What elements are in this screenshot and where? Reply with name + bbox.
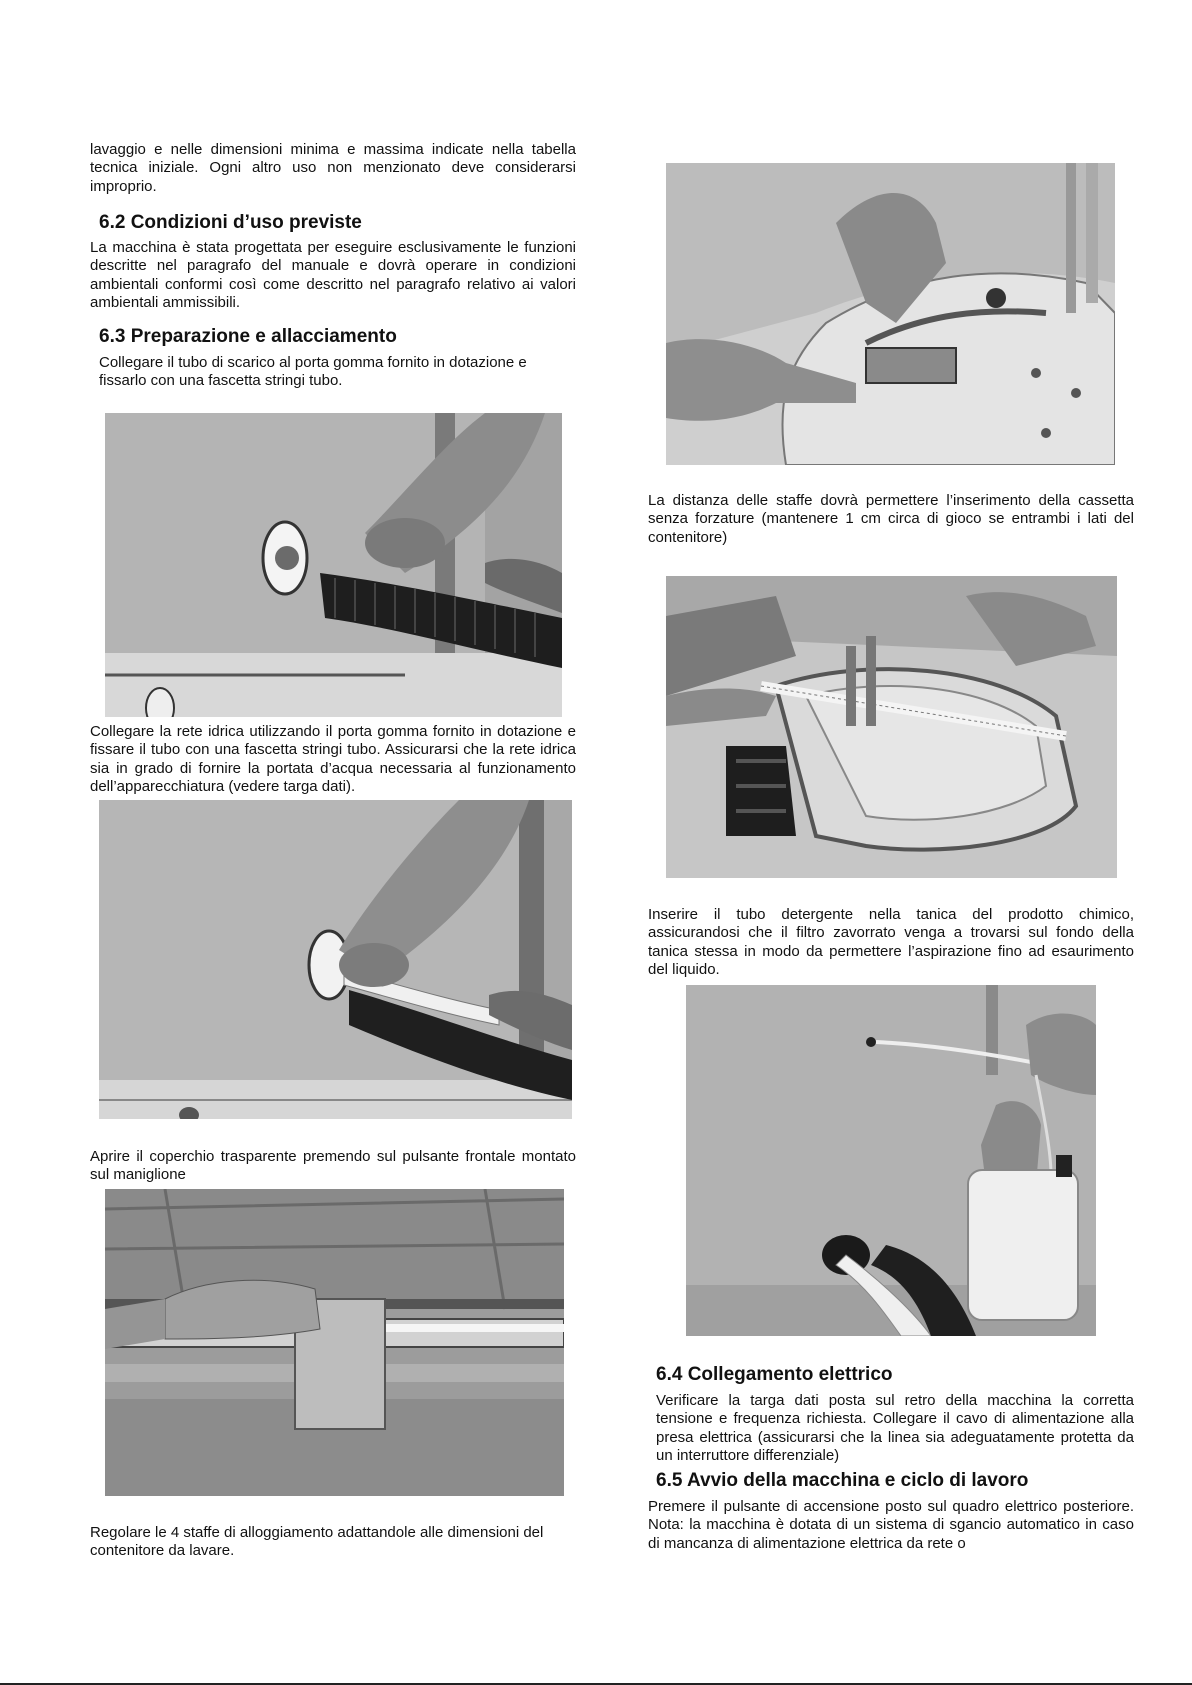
photo-drain-hose [105,413,562,717]
section-6-2-paragraph: La macchina è stata progettata per eseguire esclusivamente le funzioni descritte nel paragrafo del manuale e dovrà operare in condizioni ambientali conformi così come descritto nel paragrafo relativo ai valori ambientali ammissibili. [90,239,576,312]
photo-lid-handle [105,1189,564,1496]
water-supply-paragraph: Collegare la rete idrica utilizzando il porta gomma fornito in dotazione e fissare il tubo con una fascetta stringi tubo. Assicurarsi che la rete idrica sia in grado di fornire la portata d’acqua necessaria al funzionamento dell’apparecchiatura (vedere targa dati). [90,723,576,796]
section-6-3-heading: 6.3 Preparazione e allacciamento [99,326,397,347]
section-6-4-paragraph: Verificare la targa dati posta sul retro della macchina la corretta tensione e frequenza richiesta. Collegare il cavo di alimentazione alla presa elettrica (assicurarsi che la linea sia adeguatamente protetta da un interruttore differenziale) [656,1392,1134,1465]
adjust-brackets-paragraph: Regolare le 4 staffe di alloggiamento adattandole alle dimensioni del contenitore da lavare. [90,1524,544,1560]
intro-paragraph: lavaggio e nelle dimensioni minima e massima indicate nella tabella tecnica iniziale. Ogni altro uso non menzionato deve considerarsi improprio. [90,141,576,195]
section-6-5-paragraph: Premere il pulsante di accensione posto sul quadro elettrico posteriore. Nota: la macchina è dotata di un sistema di sgancio automatico in caso di mancanza di alimentazione elettrica da rete o [648,1498,1134,1552]
photo-detergent-canister [686,985,1096,1336]
section-6-2-heading: 6.2 Condizioni d’uso previste [99,212,362,233]
section-6-5-heading: 6.5 Avvio della macchina e ciclo di lavoro [656,1470,1029,1491]
photo-adjust-brackets [666,163,1115,465]
detergent-tube-paragraph: Inserire il tubo detergente nella tanica del prodotto chimico, assicurandosi che il filtro zavorrato venga a trovarsi sul fondo della tanica stessa in modo da permettere l’aspirazione fino ad esaurimento del liquido. [648,906,1134,979]
open-lid-paragraph: Aprire il coperchio trasparente premendo sul pulsante frontale montato sul maniglione [90,1148,576,1184]
section-6-3-paragraph: Collegare il tubo di scarico al porta gomma fornito in dotazione e fissarlo con una fascetta stringi tubo. [99,354,527,390]
photo-measuring-brackets [666,576,1117,878]
bracket-distance-paragraph: La distanza delle staffe dovrà permettere l’inserimento della cassetta senza forzature (mantenere 1 cm circa di gioco se entrambi i lati del contenitore) [648,492,1134,546]
section-6-4-heading: 6.4 Collegamento elettrico [656,1364,893,1385]
photo-water-supply-hose [99,800,572,1119]
